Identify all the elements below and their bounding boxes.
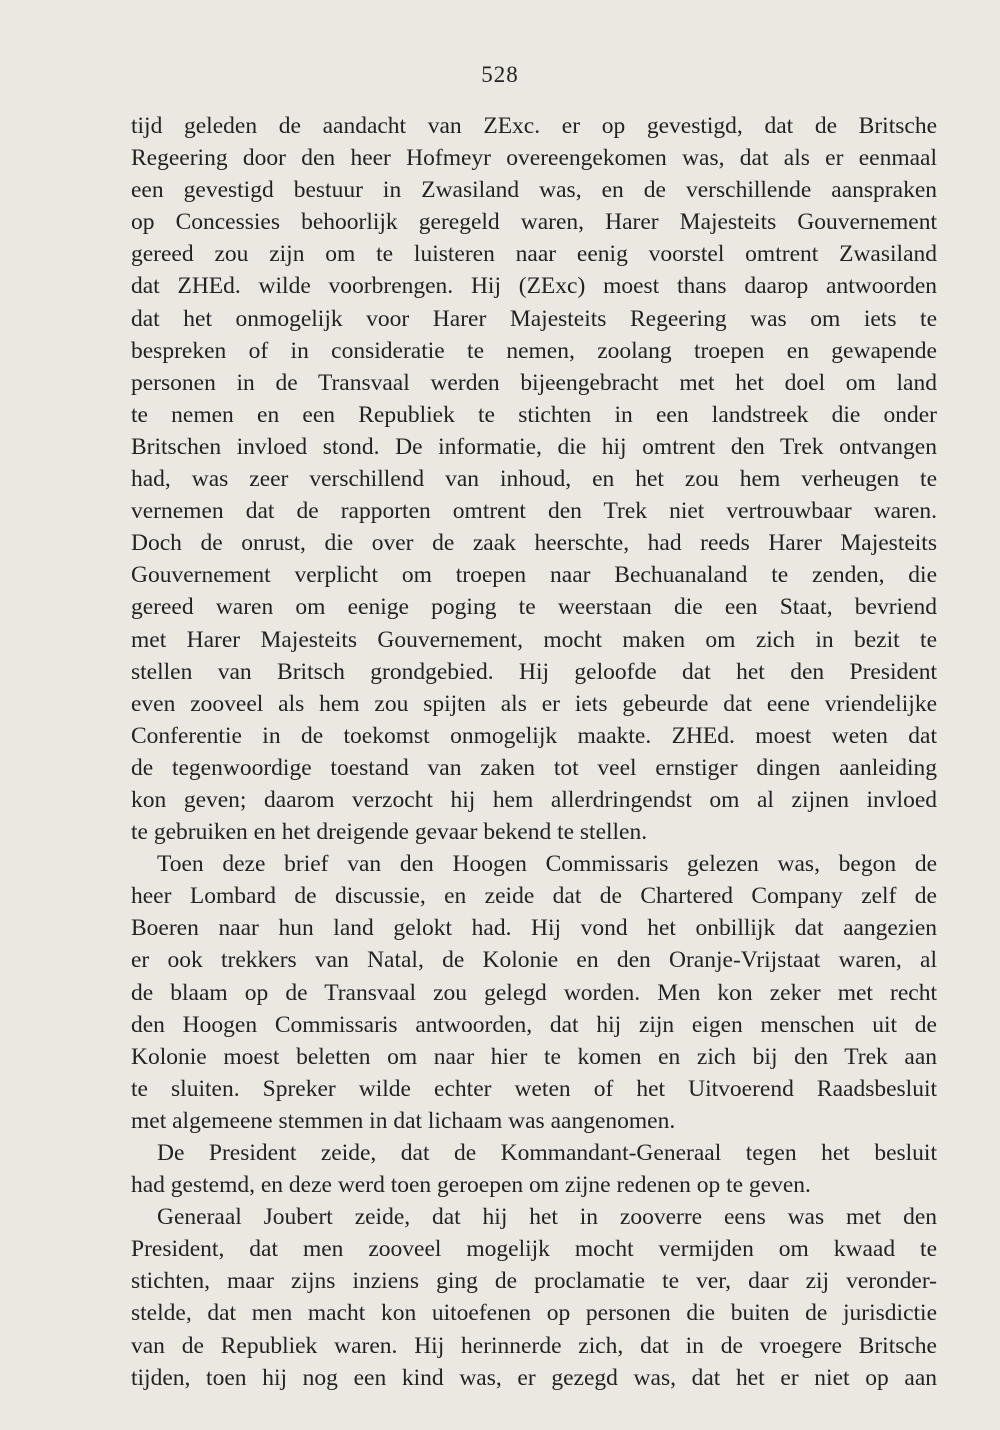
text-line: er ook trekkers van Natal, de Kolonie en den Oranje-Vrijstaat waren, al	[131, 947, 937, 974]
text-line: Regeering door den heer Hofmeyr overeengekomen was, dat als er eenmaal	[131, 145, 937, 172]
page-number: 528	[481, 62, 519, 87]
text-line: een gevestigd bestuur in Zwasiland was, en de verschillende aanspraken	[131, 177, 937, 204]
text-line: heer Lombard de discussie, en zeide dat de Chartered Company zelf de	[131, 883, 937, 910]
text-line: Boeren naar hun land gelokt had. Hij vond het onbillijk dat aangezien	[131, 915, 937, 942]
text-line: had, was zeer verschillend van inhoud, en het zou hem verheugen te	[131, 466, 937, 493]
text-line: personen in de Transvaal werden bijeengebracht met het doel om land	[131, 369, 937, 396]
text-line: vernemen dat de rapporten omtrent den Trek niet vertrouwbaar waren.	[131, 498, 937, 525]
text-line: met Harer Majesteits Gouvernement, mocht maken om zich in bezit te	[131, 626, 937, 653]
text-line: den Hoogen Commissaris antwoorden, dat hij zijn eigen menschen uit de	[131, 1011, 937, 1038]
text-line: Doch de onrust, die over de zaak heerschte, had reeds Harer Majesteits	[131, 530, 937, 557]
text-line: met algemeene stemmen in dat lichaam was aangenomen.	[131, 1107, 676, 1134]
text-line: op Concessies behoorlijk geregeld waren, Harer Majesteits Gouvernement	[131, 209, 937, 236]
text-line: te sluiten. Spreker wilde echter weten of het Uitvoerend Raadsbesluit	[131, 1075, 937, 1102]
text-line: Kolonie moest beletten om naar hier te komen en zich bij den Trek aan	[131, 1043, 937, 1070]
text-line: kon geven; daarom verzocht hij hem allerdringendst om al zijnen invloed	[131, 786, 937, 813]
text-line: gereed zou zijn om te luisteren naar eenig voorstel omtrent Zwasiland	[131, 241, 937, 268]
text-line: de blaam op de Transvaal zou gelegd worden. Men kon zeker met recht	[131, 979, 937, 1006]
text-line: gereed waren om eenige poging te weerstaan die een Staat, bevriend	[131, 594, 937, 621]
text-line: stelde, dat men macht kon uitoefenen op personen die buiten de jurisdictie	[131, 1300, 937, 1327]
text-line: de tegenwoordige toestand van zaken tot veel ernstiger dingen aanleiding	[131, 754, 937, 781]
text-line: Generaal Joubert zeide, dat hij het in zooverre eens was met den	[157, 1204, 937, 1231]
text-line: Conferentie in de toekomst onmogelijk maakte. ZHEd. moest weten dat	[131, 722, 937, 749]
text-line: stichten, maar zijns inziens ging de proclamatie te ver, daar zij veronder-	[131, 1268, 937, 1295]
text-line: bespreken of in consideratie te nemen, zoolang troepen en gewapende	[131, 337, 937, 364]
text-line: stellen van Britsch grondgebied. Hij geloofde dat het den President	[131, 658, 937, 685]
text-line: even zooveel als hem zou spijten als er iets gebeurde dat eene vriendelijke	[131, 690, 937, 717]
body-text	[131, 110, 937, 1394]
text-line: tijd geleden de aandacht van ZExc. er op gevestigd, dat de Britsche	[131, 113, 937, 139]
text-line: van de Republiek waren. Hij herinnerde zich, dat in de vroegere Britsche	[131, 1332, 937, 1359]
text-line: Gouvernement verplicht om troepen naar Bechuanaland te zenden, die	[131, 562, 937, 589]
text-line: tijden, toen hij nog een kind was, er gezegd was, dat het er niet op aan	[131, 1364, 937, 1391]
text-line: te gebruiken en het dreigende gevaar bekend te stellen.	[131, 819, 648, 846]
text-line: President, dat men zooveel mogelijk mocht vermijden om kwaad te	[131, 1236, 937, 1263]
text-line: had gestemd, en deze werd toen geroepen om zijne redenen op te geven.	[131, 1172, 811, 1199]
text-line: dat ZHEd. wilde voorbrengen. Hij (ZExc) moest thans daarop antwoorden	[131, 273, 937, 300]
text-line: dat het onmogelijk voor Harer Majesteits Regeering was om iets te	[131, 305, 937, 332]
text-line: De President zeide, dat de Kommandant-Generaal tegen het besluit	[157, 1140, 937, 1166]
text-line: te nemen en een Republiek te stichten in een landstreek die onder	[131, 401, 937, 428]
text-line: Britschen invloed stond. De informatie, die hij omtrent den Trek ontvangen	[131, 433, 937, 460]
text-line: Toen deze brief van den Hoogen Commissaris gelezen was, begon de	[157, 851, 937, 878]
